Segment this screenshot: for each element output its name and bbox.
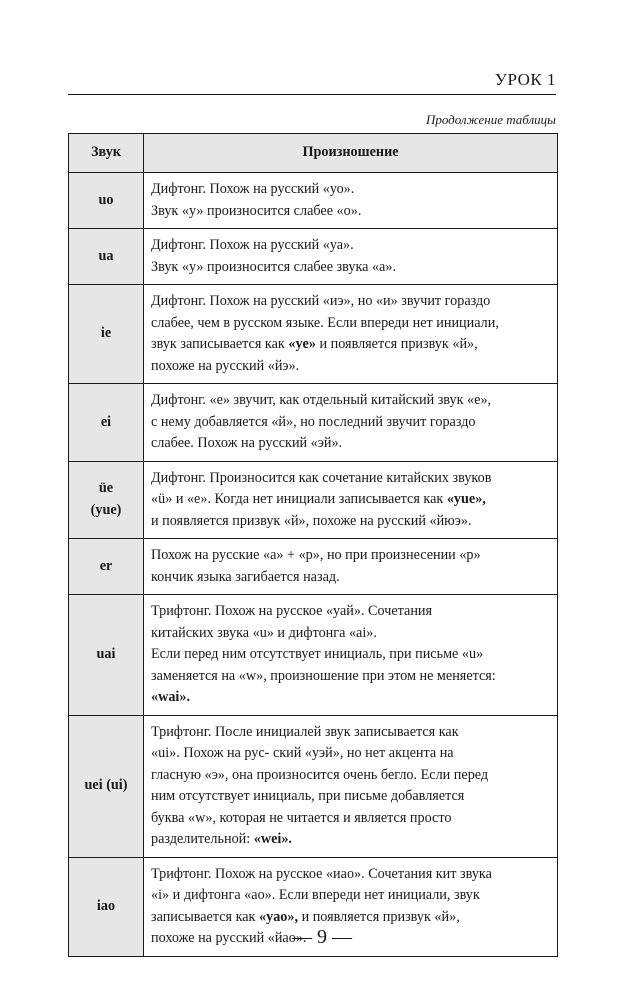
pronunciation-line — [151, 545, 550, 567]
pronunciation-text: Трифтонг. После инициалей звук записывается как — [151, 723, 459, 740]
pronunciation-table — [68, 133, 558, 957]
pronunciation-text: Похож на русские «а» + «р», но при произнесении «р» — [151, 547, 481, 563]
pronunciation-line — [151, 412, 550, 434]
pronunciation-text: заменяется на «w», произношение при этом не меняется: — [151, 667, 496, 684]
table-row — [69, 461, 558, 539]
sound-cell — [69, 384, 144, 462]
table-row — [69, 285, 558, 384]
pronunciation-cell — [144, 173, 558, 229]
page-number: — 9 — — [292, 926, 352, 948]
pronunciation-cell — [144, 595, 558, 716]
pronunciation-line — [151, 433, 550, 455]
pronunciation-text: гласную «э», она произносится очень бегло. Если перед — [151, 766, 489, 783]
pronunciation-text: Трифтонг. Похож на русское «уай». Сочетания — [151, 603, 433, 619]
pronunciation-cell — [144, 384, 558, 462]
sound-label: ie — [100, 325, 112, 342]
table-row — [69, 595, 558, 716]
sound-label: uai — [96, 646, 116, 662]
table-header-row — [69, 134, 558, 173]
pronunciation-line — [151, 829, 550, 851]
sound-cell — [69, 229, 144, 285]
pronunciation-text: буква «w», которая не читается и является просто — [151, 809, 452, 826]
sound-cell — [69, 715, 144, 857]
pronunciation-text: Дифтонг. «e» звучит, как отдельный китайский звук «e», — [151, 392, 492, 408]
header-rule — [68, 94, 556, 95]
pronunciation-line — [151, 623, 550, 645]
table-row — [69, 173, 558, 229]
pronunciation-text: «i» и дифтонга «ao». Если впереди нет инициали, звук — [151, 887, 480, 903]
pronunciation-line — [151, 390, 550, 412]
sound-label: uo — [98, 191, 114, 208]
pronunciation-line — [151, 601, 550, 623]
sound-label: uei (ui) — [84, 777, 128, 794]
pronunciation-text: Звук «у» произносится слабее звука «а». — [151, 258, 396, 275]
pronunciation-text: «ui». Похож на рус- ский «уэй», но нет акцента на — [151, 745, 454, 761]
pronunciation-text: и появляется призвук «й», — [315, 336, 478, 352]
pronunciation-line — [151, 291, 550, 313]
pronunciation-line — [151, 765, 550, 787]
sound-cell — [69, 595, 144, 716]
sound-label: er — [99, 557, 113, 574]
pronunciation-line — [151, 666, 550, 688]
pronunciation-text: и появляется призвук «й», — [298, 908, 460, 925]
sound-label: ei — [100, 413, 112, 430]
pronunciation-text: Трифтонг. Похож на русское «иао». Сочетания кит звука — [151, 865, 492, 882]
pronunciation-cell — [144, 715, 558, 857]
sound-label: ua — [98, 247, 114, 264]
pronunciation-line — [151, 511, 550, 533]
pronunciation-text: слабее. Похож на русский «эй». — [151, 435, 343, 451]
pronunciation-text: разделительной: — [151, 831, 254, 847]
pronunciation-text: Дифтонг. Похож на русский «иэ», но «и» звучит гораздо — [151, 293, 491, 309]
pronunciation-text: «ü» и «e». Когда нет инициали записывается как — [151, 491, 447, 507]
pronunciation-text: Звук «у» произносится слабее «о». — [151, 202, 362, 219]
pronunciation-text: и появляется призвук «й», похоже на русский «йюэ». — [151, 512, 472, 529]
sound-cell — [69, 285, 144, 384]
bold-term: «ye» — [288, 336, 316, 352]
pronunciation-line — [151, 468, 550, 490]
pronunciation-line — [151, 257, 550, 279]
table-caption: Продолжение таблицы — [425, 112, 556, 127]
pronunciation-text: ним отсутствует инициаль, при письме добавляется — [151, 788, 465, 804]
column-header-pronunciation: Произношение — [144, 134, 558, 173]
pronunciation-text: Дифтонг. Произносится как сочетание китайских звуков — [151, 469, 492, 486]
sound-label: (yue) — [90, 501, 122, 518]
page-header-title: УРОК 1 — [494, 70, 556, 89]
pronunciation-text: звук записывается как — [151, 336, 289, 352]
column-header-sound: Звук — [69, 134, 144, 173]
pronunciation-line — [151, 334, 550, 356]
pronunciation-line — [151, 179, 550, 201]
table-body — [69, 173, 558, 957]
pronunciation-line — [151, 786, 550, 808]
pronunciation-text: похоже на русский «йао». — [151, 930, 307, 946]
pronunciation-cell — [144, 285, 558, 384]
pronunciation-cell — [144, 539, 558, 595]
sound-cell — [69, 539, 144, 595]
pronunciation-line — [151, 722, 550, 744]
pronunciation-line — [151, 356, 550, 378]
pronunciation-line — [151, 201, 550, 223]
table-row — [69, 384, 558, 462]
bold-term: «wai». — [151, 689, 191, 705]
pronunciation-line — [151, 907, 550, 929]
sound-cell — [69, 461, 144, 539]
bold-term: «wei». — [253, 831, 292, 847]
pronunciation-text: похоже на русский «йэ». — [151, 357, 300, 374]
pronunciation-text: китайских звука «u» и дифтонга «ai». — [151, 624, 377, 641]
pronunciation-line — [151, 743, 550, 765]
pronunciation-text: с нему добавляется «й», но последний звучит гораздо — [151, 413, 476, 430]
table-row — [69, 539, 558, 595]
pronunciation-line — [151, 808, 550, 830]
pronunciation-line — [151, 567, 550, 589]
pronunciation-line — [151, 489, 550, 511]
pronunciation-line — [151, 885, 550, 907]
pronunciation-line — [151, 313, 550, 335]
pronunciation-text: Если перед ним отсутствует инициаль, при письме «u» — [151, 646, 484, 662]
pronunciation-text: Дифтонг. Похож на русский «уа». — [151, 237, 354, 253]
pronunciation-text: записывается как — [151, 908, 259, 925]
table-row — [69, 715, 558, 857]
bold-term: «yue», — [446, 491, 486, 507]
pronunciation-text: слабее, чем в русском языке. Если впереди нет инициали, — [151, 314, 499, 331]
pronunciation-line — [151, 687, 550, 709]
sound-cell — [69, 173, 144, 229]
pronunciation-text: кончик языка загибается назад. — [151, 568, 340, 585]
pronunciation-text: Дифтонг. Похож на русский «уо». — [151, 181, 355, 197]
pronunciation-cell — [144, 229, 558, 285]
table-row — [69, 229, 558, 285]
sound-label: iao — [96, 897, 116, 914]
pronunciation-line — [151, 864, 550, 886]
pronunciation-line — [151, 235, 550, 257]
pronunciation-line — [151, 644, 550, 666]
bold-term: «yao», — [259, 908, 299, 925]
sound-label: üe — [98, 480, 114, 497]
pronunciation-cell — [144, 461, 558, 539]
